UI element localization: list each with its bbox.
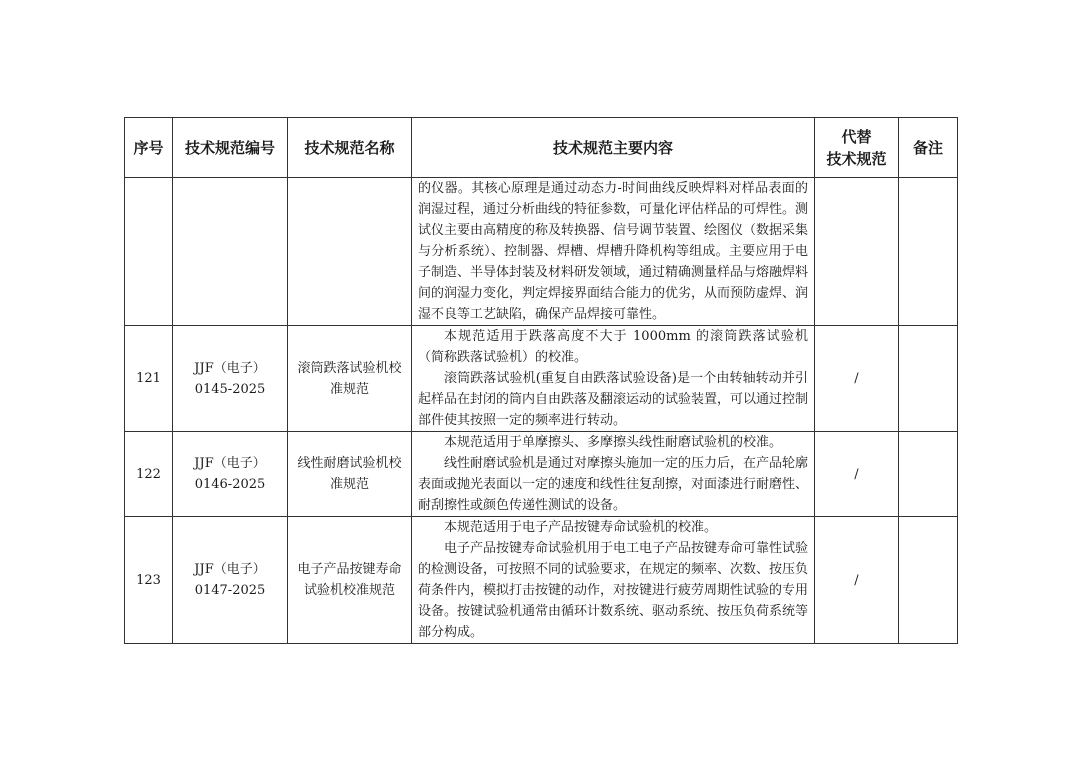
spec-table [124, 117, 958, 644]
cell-content [412, 178, 815, 326]
cell-code [173, 178, 288, 326]
cell-name [288, 517, 412, 644]
header-replaced-line2: 技术规范 [826, 149, 887, 168]
table-row [125, 178, 958, 326]
cell-code [173, 517, 288, 644]
table-row [125, 517, 958, 644]
content-paragraph: 电子产品按键寿命试验机用于电工电子产品按键寿命可靠性试验的检测设备，可按照不同的试验要求，在规定的频率、次数、按压负荷条件内，模拟打击按键的动作，对按键进行疲劳周期性试验的专用设备。按键试验机通常由循环计数系统、驱动系统、按压负荷系统等部分构成。 [418, 541, 809, 640]
cell-name [288, 432, 412, 517]
cell-name [288, 326, 412, 432]
name-line1: 滚筒跌落试验机校 [297, 360, 402, 376]
header-row [125, 118, 958, 178]
cell-remark [899, 517, 958, 644]
cell-remark [899, 178, 958, 326]
name-line1: 电子产品按键寿命 [297, 562, 402, 577]
header-code: 技术规范编号 [173, 118, 288, 178]
cell-remark [899, 326, 958, 432]
content-paragraph: 本规范适用于电子产品按键寿命试验机的校准。 [444, 520, 718, 535]
cell-remark [899, 432, 958, 517]
cell-replaced: / [815, 432, 899, 517]
cell-seq [125, 178, 173, 326]
header-replaced [815, 118, 899, 178]
table-row [125, 432, 958, 517]
header-seq: 序号 [125, 118, 173, 178]
cell-seq: 122 [125, 432, 173, 517]
content-paragraph: 的仪器。其核心原理是通过动态力-时间曲线反映焊料对样品表面的润湿过程，通过分析曲线的特征参数，可量化评估样品的可焊性。测试仪主要由高精度的称及转换器、信号调节装置、绘图仪（数据采集与分析系统）、控制器、焊槽、焊槽升降机构等组成。主要应用于电子制造、半导体封装及材料研发领域，通过精确测量样品与熔融焊料间的润湿力变化，判定焊接界面结合能力的优劣，从而预防虚焊、润湿不良等工艺缺陷，确保产品焊接可靠性。 [418, 181, 809, 322]
code-line1: JJF（电子） [194, 360, 266, 376]
cell-name [288, 178, 412, 326]
code-line2: 0146-2025 [194, 477, 266, 492]
cell-code [173, 326, 288, 432]
content-paragraph: 滚筒跌落试验机(重复自由跌落试验设备)是一个由转轴转动并引起样品在封闭的筒内自由跌落及翻滚运动的试验装置，可以通过控制部件使其按照一定的频率进行转动。 [418, 371, 809, 428]
code-line1: JJF（电子） [194, 562, 266, 577]
name-line2: 准规范 [329, 477, 369, 492]
table-row [125, 326, 958, 432]
header-content: 技术规范主要内容 [412, 118, 815, 178]
content-paragraph: 线性耐磨试验机是通过对摩擦头施加一定的压力后，在产品轮廓表面或抛光表面以一定的速度和线性往复刮擦，对面漆进行耐磨性、耐刮擦性或颜色传递性测试的设备。 [418, 456, 809, 513]
cell-replaced [815, 178, 899, 326]
code-line2: 0147-2025 [194, 583, 266, 598]
header-replaced-line1: 代替 [841, 127, 872, 146]
header-name: 技术规范名称 [288, 118, 412, 178]
cell-content [412, 432, 815, 517]
cell-seq: 123 [125, 517, 173, 644]
cell-content [412, 517, 815, 644]
cell-code [173, 432, 288, 517]
name-line2: 准规范 [329, 381, 369, 397]
name-line2: 试验机校准规范 [303, 583, 395, 598]
cell-replaced: / [815, 326, 899, 432]
header-remark: 备注 [899, 118, 958, 178]
code-line2: 0145-2025 [194, 381, 266, 397]
code-line1: JJF（电子） [194, 456, 266, 471]
cell-replaced: / [815, 517, 899, 644]
content-paragraph: 本规范适用于跌落高度不大于 1000mm 的滚筒跌落试验机（简称跌落试验机）的校准。 [418, 329, 808, 365]
cell-seq: 121 [125, 326, 173, 432]
name-line1: 线性耐磨试验机校 [297, 456, 402, 471]
cell-content [412, 326, 815, 432]
content-paragraph: 本规范适用于单摩擦头、多摩擦头线性耐磨试验机的校准。 [444, 435, 783, 450]
